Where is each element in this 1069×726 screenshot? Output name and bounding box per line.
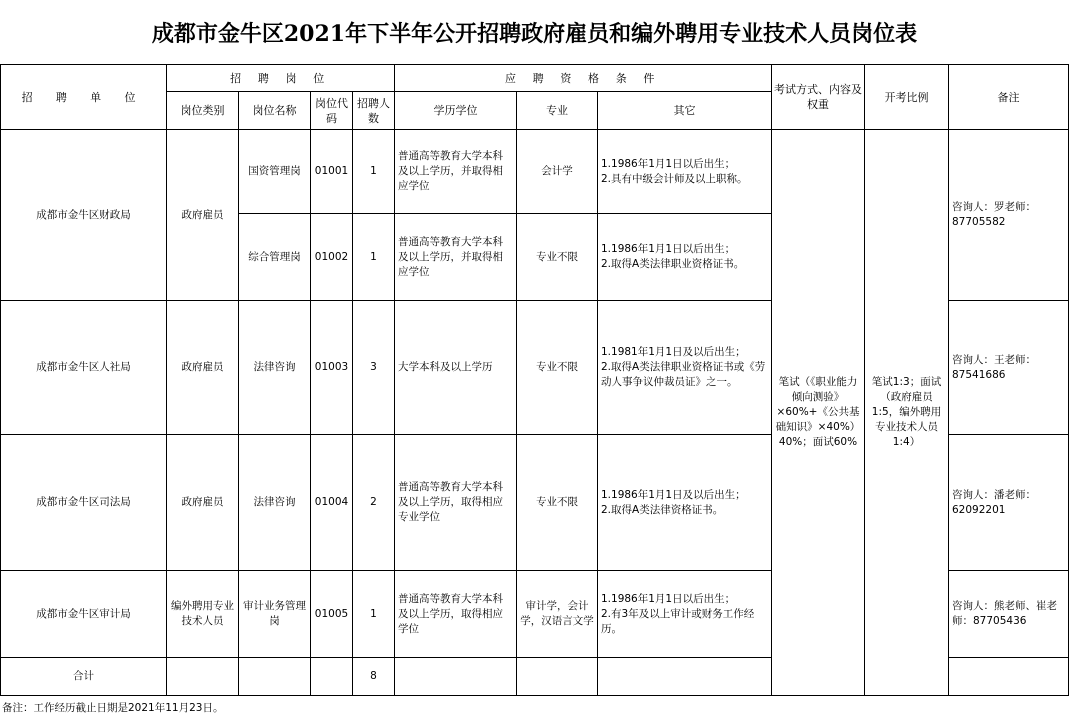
cell-post-code: 01003: [311, 301, 353, 435]
cell-empty: [395, 658, 517, 696]
header-ratio: 开考比例: [865, 64, 949, 130]
cell-count: 2: [353, 435, 395, 571]
cell-remark: 咨询人：王老师：87541686: [949, 301, 1069, 435]
cell-empty: [517, 658, 598, 696]
cell-post-code: 01001: [311, 130, 353, 214]
header-major: 专业: [517, 92, 598, 130]
header-qual-group: 应 聘 资 格 条 件: [395, 64, 772, 92]
cell-post-code: 01005: [311, 571, 353, 658]
header-recruit-group: 招 聘 岗 位: [167, 64, 395, 92]
header-count: 招聘人数: [353, 92, 395, 130]
header-exam: 考试方式、内容及权重: [772, 64, 865, 130]
cell-remark: 咨询人：熊老师、崔老师：87705436: [949, 571, 1069, 658]
cell-other: 1.1986年1月1日以后出生； 2.具有中级会计师及以上职称。: [598, 130, 772, 214]
cell-education: 普通高等教育大学本科及以上学历，取得相应专业学位: [395, 435, 517, 571]
cell-education: 大学本科及以上学历: [395, 301, 517, 435]
cell-exam: 笔试（《职业能力倾向测验》×60%+《公共基础知识》×40%）40%；面试60%: [772, 130, 865, 696]
cell-count: 1: [353, 214, 395, 301]
header-unit: 招 聘 单 位: [0, 64, 167, 130]
cell-total-count: 8: [353, 658, 395, 696]
cell-remark: 咨询人：罗老师：87705582: [949, 130, 1069, 301]
cell-total-label: 合计: [0, 658, 167, 696]
cell-post-code: 01004: [311, 435, 353, 571]
cell-other: 1.1986年1月1日以后出生； 2.有3年及以上审计或财务工作经历。: [598, 571, 772, 658]
cell-count: 1: [353, 130, 395, 214]
cell-empty: [949, 658, 1069, 696]
cell-ratio: 笔试1:3；面试（政府雇员1:5，编外聘用专业技术人员1:4）: [865, 130, 949, 696]
cell-post-name: 国资管理岗: [239, 130, 311, 214]
cell-post-name: 综合管理岗: [239, 214, 311, 301]
cell-education: 普通高等教育大学本科及以上学历，并取得相应学位: [395, 130, 517, 214]
cell-education: 普通高等教育大学本科及以上学历，并取得相应学位: [395, 214, 517, 301]
cell-unit: 成都市金牛区人社局: [0, 301, 167, 435]
header-post-type: 岗位类别: [167, 92, 239, 130]
cell-post-name: 法律咨询: [239, 301, 311, 435]
page-title: 成都市金牛区2021年下半年公开招聘政府雇员和编外聘用专业技术人员岗位表: [151, 20, 918, 47]
cell-post-type: 政府雇员: [167, 130, 239, 301]
cell-education: 普通高等教育大学本科及以上学历，取得相应学位: [395, 571, 517, 658]
cell-empty: [167, 658, 239, 696]
cell-empty: [311, 658, 353, 696]
cell-post-name: 法律咨询: [239, 435, 311, 571]
header-remark: 备注: [949, 64, 1069, 130]
cell-post-type: 政府雇员: [167, 435, 239, 571]
header-post-name: 岗位名称: [239, 92, 311, 130]
cell-count: 3: [353, 301, 395, 435]
cell-count: 1: [353, 571, 395, 658]
cell-other: 1.1986年1月1日以后出生； 2.取得A类法律职业资格证书。: [598, 214, 772, 301]
header-post-code: 岗位代码: [311, 92, 353, 130]
header-education: 学历学位: [395, 92, 517, 130]
cell-unit: 成都市金牛区司法局: [0, 435, 167, 571]
header-other: 其它: [598, 92, 772, 130]
cell-remark: 咨询人：潘老师：62092201: [949, 435, 1069, 571]
cell-empty: [239, 658, 311, 696]
cell-major: 专业不限: [517, 301, 598, 435]
cell-post-type: 编外聘用专业技术人员: [167, 571, 239, 658]
positions-table: [0, 64, 1069, 696]
cell-unit: 成都市金牛区审计局: [0, 571, 167, 658]
cell-major: 专业不限: [517, 214, 598, 301]
cell-major: 专业不限: [517, 435, 598, 571]
cell-major: 会计学: [517, 130, 598, 214]
cell-post-name: 审计业务管理岗: [239, 571, 311, 658]
cell-post-code: 01002: [311, 214, 353, 301]
cell-other: 1.1981年1月1日及以后出生； 2.取得A类法律职业资格证书或《劳动人事争议仲裁员证》之一。: [598, 301, 772, 435]
footnote: 备注：工作经历截止日期是2021年11月23日。: [2, 702, 224, 714]
cell-empty: [598, 658, 772, 696]
cell-major: 审计学，会计学，汉语言文学: [517, 571, 598, 658]
cell-unit: 成都市金牛区财政局: [0, 130, 167, 301]
cell-post-type: 政府雇员: [167, 301, 239, 435]
cell-other: 1.1986年1月1日及以后出生； 2.取得A类法律资格证书。: [598, 435, 772, 571]
